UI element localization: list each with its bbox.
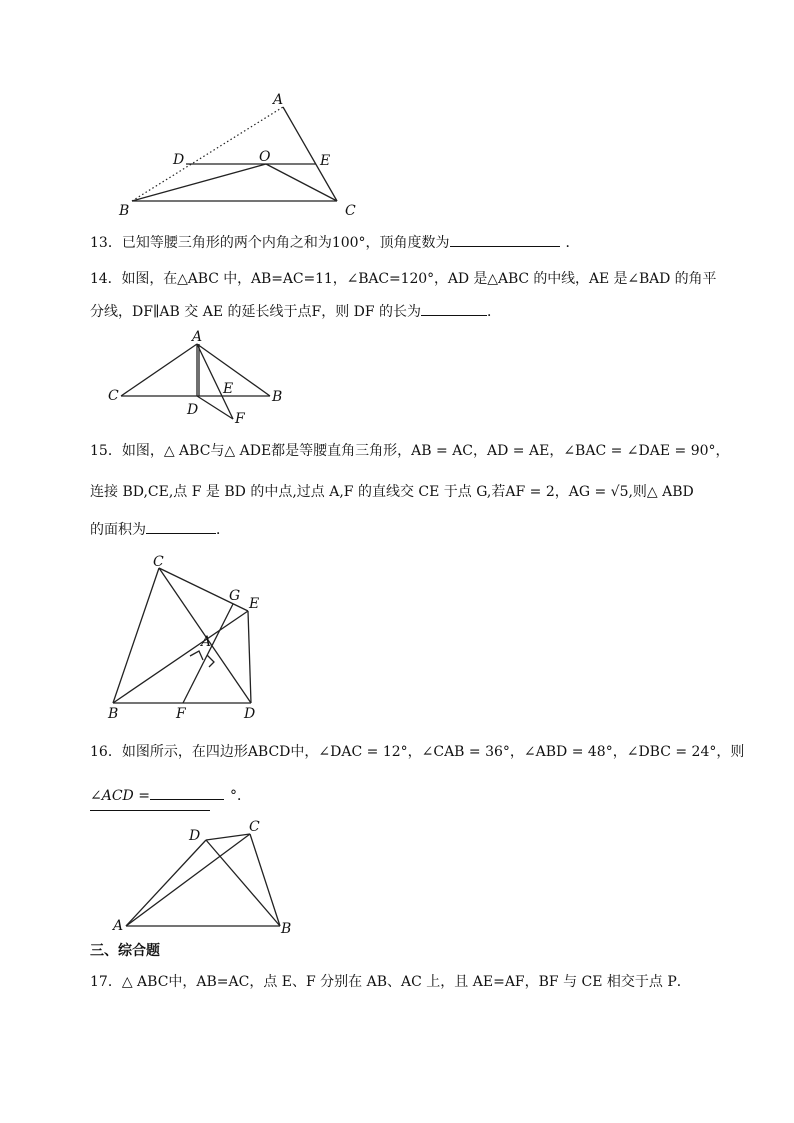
question-15-line-2: 连接 BD,CE,点 F 是 BD 的中点,过点 A,F 的直线交 CE 于点 G,若AF = 2，AG = √5,则△ ABD [90, 484, 694, 500]
label-c: C [153, 554, 164, 570]
question-15-tail: ． [216, 522, 230, 538]
question-13-text: 13．已知等腰三角形的两个内角之和为100°，顶角度数为 [90, 235, 450, 251]
label-b: B [108, 706, 119, 722]
question-15-line-1: 15．如图，△ ABC与△ ADE都是等腰直角三角形，AB = AC，AD = AE，∠BAC = ∠DAE = 90°， [90, 443, 730, 459]
label-a: A [192, 329, 203, 345]
label-c: C [249, 819, 260, 835]
question-16-line-1: 16．如图所示，在四边形ABCD中，∠DAC = 12°，∠CAB = 36°，∠ABD = 48°，∠DBC = 24°，则 [90, 744, 745, 760]
label-d: D [244, 706, 256, 722]
label-c: C [345, 203, 356, 219]
label-e: E [223, 381, 234, 397]
label-b: B [272, 389, 283, 405]
segment-db [206, 840, 280, 926]
label-b: B [119, 203, 130, 219]
label-d: D [187, 402, 199, 418]
question-17: 17．△ ABC中，AB=AC，点 E、F 分别在 AB、AC 上，且 AE=AF，BF 与 CE 相交于点 P． [90, 974, 691, 990]
label-d: D [189, 828, 201, 844]
question-16-tail: °． [229, 788, 251, 804]
label-f: F [176, 706, 186, 722]
label-g: G [229, 588, 241, 604]
segment-cb [250, 834, 280, 926]
label-c: C [108, 388, 119, 404]
question-14-line-1: 14．如图，在△ABC 中，AB=AC=11，∠BAC=120°，AD 是△ABC 的中线，AE 是∠BAD 的角平 [90, 271, 717, 287]
label-a: A [201, 634, 212, 650]
question-15-text: 的面积为 [90, 522, 146, 538]
section-title: 三、综合题 [90, 943, 160, 959]
segment-ac [126, 834, 250, 926]
label-e: E [249, 596, 260, 612]
question-16-text: ∠ACD = [90, 788, 150, 804]
question-14-text: 分线，DF∥AB 交 AE 的延长线于点F，则 DF 的长为 [90, 304, 422, 320]
label-a: A [273, 92, 284, 108]
label-d: D [173, 152, 185, 168]
label-a: A [113, 918, 124, 934]
label-o: O [259, 149, 271, 165]
question-13-tail: ． [565, 235, 580, 251]
label-b: B [281, 921, 292, 937]
segment-ad [126, 840, 206, 926]
label-e: E [320, 153, 331, 169]
label-f: F [235, 411, 245, 427]
question-14-tail: ． [487, 304, 502, 320]
